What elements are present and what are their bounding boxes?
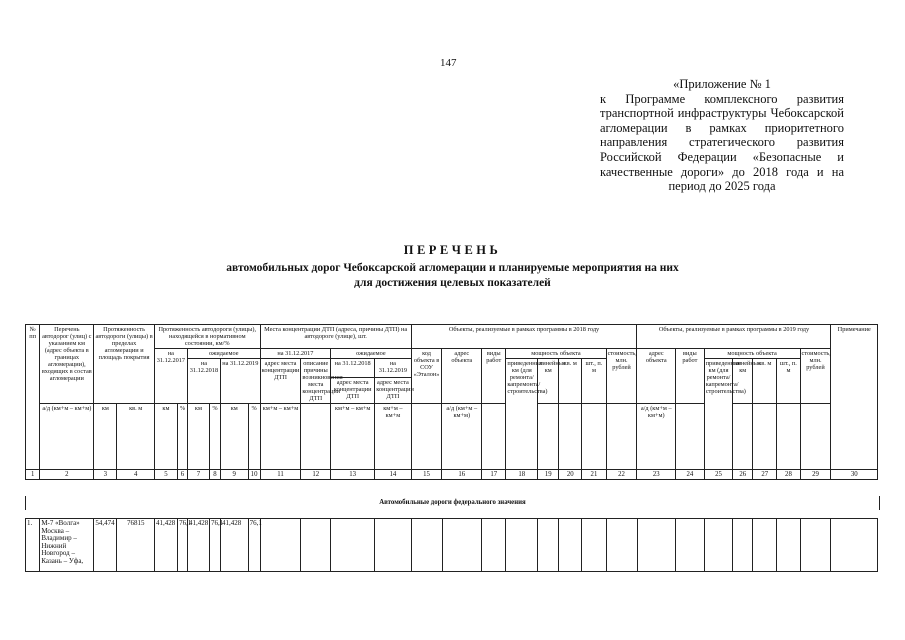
- row-cell: [637, 519, 676, 572]
- row-cell: [301, 519, 331, 572]
- col-number: 24: [676, 470, 705, 480]
- col-number: 21: [582, 470, 606, 480]
- header-o18-power: мощность объекта: [506, 349, 606, 359]
- unit-empty: [411, 404, 442, 470]
- row-cell: [411, 519, 442, 572]
- header-o19-sqm: кв. м: [753, 359, 777, 404]
- col-number: 8: [209, 470, 220, 480]
- col-number: 30: [831, 470, 878, 480]
- header-dtp-cause: описание причины возникновения места концентрации ДТП: [302, 360, 343, 402]
- col-number: 18: [506, 470, 538, 480]
- unit-empty: [482, 404, 506, 470]
- row-cell: [831, 519, 878, 572]
- row-norm-2017-pct: 76,1: [178, 519, 188, 572]
- row-cell: [676, 519, 705, 572]
- header-o19-km: приведенные км (для ремонта/капремонта/строительства): [704, 359, 733, 470]
- row-length: 54,474: [94, 519, 117, 572]
- header-note: Примечание: [831, 325, 878, 470]
- row-area: 76815: [117, 519, 154, 572]
- row-cell: [753, 519, 777, 572]
- header-o18-sqm: кв. м: [559, 359, 582, 404]
- row-number: 1.: [26, 519, 40, 572]
- header-o18-km: приведенные км (для ремонта/капремонта/строительства): [506, 359, 538, 470]
- page-number: 147: [440, 57, 457, 69]
- header-dtp-on: на 31.12.2017: [260, 349, 331, 359]
- header-dtp-2019: на 31.12.2019: [375, 359, 411, 378]
- unit-empty: [753, 404, 777, 470]
- appendix-body: к Программе комплексного развития транспортной инфраструктуры Чебоксарской агломерации в рамках приоритетного направления стратегического развития Российской Федерации «Безопасные и качественные дороги» до 2018 года и на период до 2025 года: [600, 91, 844, 194]
- row-cell: [375, 519, 411, 572]
- header-norm-2018: на 31.12.2018: [187, 359, 220, 404]
- col-number: 2: [40, 470, 94, 480]
- row-cell: [606, 519, 637, 572]
- col-number: 5: [154, 470, 177, 480]
- row-cell: [442, 519, 482, 572]
- header-o18-pcs: шт., п. м: [582, 359, 606, 404]
- unit-pct: %: [248, 404, 260, 470]
- unit-empty: [538, 404, 559, 470]
- col-number: 19: [538, 470, 559, 480]
- header-o18-linear: линейные км: [538, 359, 559, 404]
- unit-km: км: [187, 404, 209, 470]
- header-dtp-address-2019: адрес места концентрации ДТП: [375, 377, 411, 403]
- row-norm-2017-km: 41,428: [154, 519, 177, 572]
- header-objects-2019: Объекты, реализуемые в рамках программы в 2019 году: [637, 325, 831, 349]
- col-number: 13: [331, 470, 375, 480]
- row-cell: [482, 519, 506, 572]
- unit-empty: [733, 404, 753, 470]
- unit-sqm: кв. м: [117, 404, 154, 470]
- col-number: 17: [482, 470, 506, 480]
- header-o19-works: виды работ: [676, 349, 705, 404]
- col-number: 20: [559, 470, 582, 480]
- roads-table-header: [25, 324, 878, 480]
- row-norm-2018-km: 41,428: [187, 519, 209, 572]
- col-number: 14: [375, 470, 411, 480]
- header-dtp-address: адрес места концентрации ДТП: [260, 359, 301, 404]
- unit-empty: [582, 404, 606, 470]
- appendix-title: «Приложение № 1: [673, 77, 771, 91]
- col-number: 7: [187, 470, 209, 480]
- header-road-list: Перечень автодорог (улиц) с указанием км (адрес объекта в границах агломерации), входящих в состав агломерации: [40, 325, 94, 404]
- header-norm-expected: ожидаемое: [187, 349, 260, 359]
- appendix-block: [600, 77, 844, 194]
- col-number: 16: [442, 470, 482, 480]
- col-number: 3: [94, 470, 117, 480]
- unit-km: км: [220, 404, 248, 470]
- document-subtitle-1: автомобильных дорог Чебоксарской агломерации и планируемые мероприятия на них: [226, 262, 679, 274]
- unit-pct: %: [209, 404, 220, 470]
- col-number: 28: [777, 470, 800, 480]
- unit-empty: [676, 404, 705, 470]
- col-number: 12: [301, 470, 331, 480]
- header-norm-2019: на 31.12.2019: [220, 359, 260, 404]
- roads-table-row: [25, 518, 878, 572]
- col-number: 22: [606, 470, 637, 480]
- row-cell: [260, 519, 301, 572]
- header-length: Протяженность автодороги (улицы) в пределах агломерации и площадь покрытия: [94, 325, 155, 404]
- header-o19-address: адрес объекта: [637, 349, 676, 404]
- header-norm-on: на 31.12.2017: [154, 349, 187, 404]
- row-cell: [582, 519, 606, 572]
- unit-pct: %: [178, 404, 188, 470]
- row-norm-2019-pct: 76,1: [248, 519, 260, 572]
- unit-km: км: [94, 404, 117, 470]
- header-objects-2018: Объекты, реализуемые в рамках программы в 2018 году: [411, 325, 637, 349]
- col-number: 1: [26, 470, 40, 480]
- unit-empty: [777, 404, 800, 470]
- header-dtp-2018: на 31.12.2018: [331, 359, 375, 378]
- col-number: 11: [260, 470, 301, 480]
- col-number: 29: [800, 470, 831, 480]
- row-norm-2019-km: 41,428: [221, 519, 249, 572]
- header-o18-cost: стоимость, млн. рублей: [606, 349, 637, 404]
- col-number: 23: [637, 470, 676, 480]
- header-no: № пп: [26, 325, 40, 470]
- col-number: 15: [411, 470, 442, 480]
- unit-km: км: [154, 404, 177, 470]
- unit-km-range: км+м – км+м: [375, 404, 411, 470]
- row-cell: [331, 519, 375, 572]
- unit-empty: [559, 404, 582, 470]
- col-number: 26: [733, 470, 753, 480]
- col-number: 9: [220, 470, 248, 480]
- col-number: 27: [753, 470, 777, 480]
- unit-road-2019: а/д (км+м – км+м): [637, 404, 676, 470]
- document-title: ПЕРЕЧЕНЬ: [403, 243, 502, 257]
- row-cell: [733, 519, 753, 572]
- header-o19-cost: стоимость, млн. рублей: [800, 349, 831, 404]
- row-cell: [777, 519, 800, 572]
- row-cell: [538, 519, 559, 572]
- section-title: Автомобильные дороги федерального значения: [25, 496, 880, 510]
- unit-km-range: км+м – км+м: [260, 404, 301, 470]
- header-dtp: Места концентрации ДТП (адреса, причины ДТП) на автодороге (улице), шт.: [260, 325, 411, 349]
- header-o19-pcs: шт., п. м: [777, 359, 800, 404]
- col-number: 10: [248, 470, 260, 480]
- row-cell: [559, 519, 582, 572]
- unit-km-range: км+м – км+м: [331, 404, 375, 470]
- header-o18-works: виды работ: [482, 349, 506, 404]
- col-number: 4: [117, 470, 154, 480]
- header-o19-power: мощность объекта: [704, 349, 800, 359]
- unit-road-2018: а/д (км+м – км+м): [442, 404, 482, 470]
- row-road-name: М-7 «Волга» Москва – Владимир – Нижний Новгород – Казань – Уфа,: [40, 519, 94, 572]
- unit-empty: [301, 404, 331, 470]
- row-cell: [506, 519, 538, 572]
- row-cell: [800, 519, 831, 572]
- unit-empty: [800, 404, 831, 470]
- document-subtitle-2: для достижения целевых показателей: [354, 277, 551, 289]
- header-o18-code: код объекта в СОУ «Эталон»: [411, 349, 442, 404]
- header-dtp-address-2018: адрес места концентрации ДТП: [331, 377, 375, 403]
- header-o18-address: адрес объекта: [442, 349, 482, 404]
- table-row: [26, 519, 878, 572]
- row-norm-2018-pct: 76,1: [210, 519, 221, 572]
- unit-empty: [606, 404, 637, 470]
- header-normative: Протяженность автодороги (улицы), находящейся в нормативном состоянии, км/%: [154, 325, 260, 349]
- col-number: 25: [704, 470, 733, 480]
- unit-road: а/д (км+м – км+м): [40, 404, 94, 470]
- row-cell: [704, 519, 733, 572]
- header-dtp-expected: ожидаемое: [331, 349, 411, 359]
- header-o19-linear: линейные км: [733, 359, 753, 404]
- col-number: 6: [178, 470, 188, 480]
